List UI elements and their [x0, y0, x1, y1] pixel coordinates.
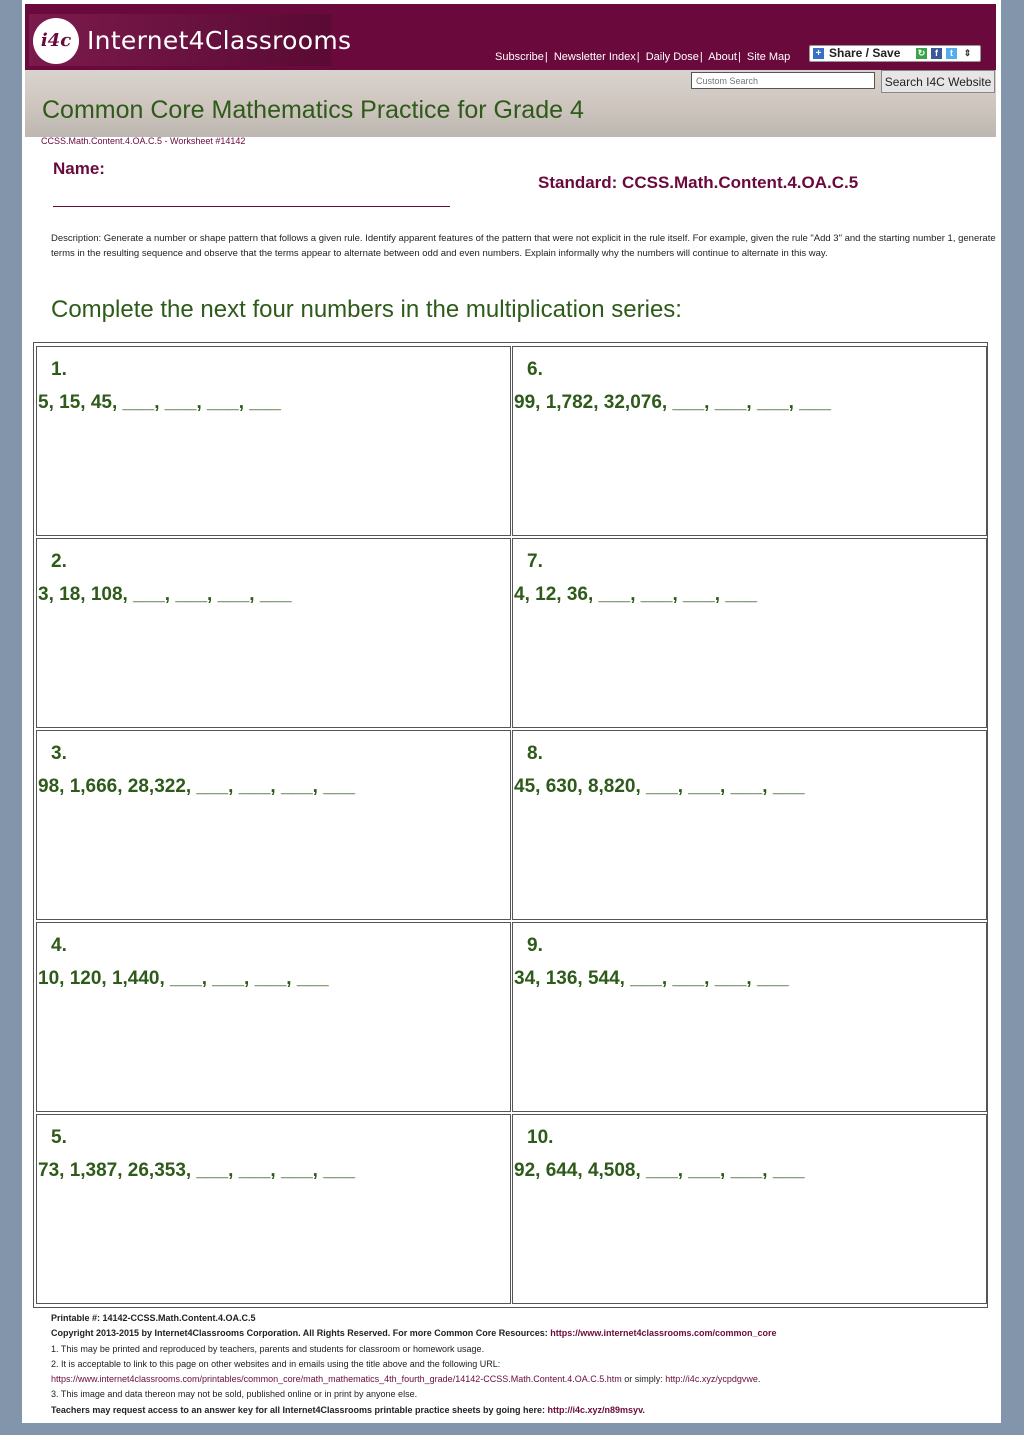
twitter-icon: t [946, 48, 957, 59]
problem-grid [33, 342, 988, 1308]
search-input[interactable] [691, 72, 875, 89]
problem-number: 4. [51, 935, 67, 956]
problem-cell-9 [512, 922, 987, 1112]
problem-number: 1. [51, 359, 67, 380]
common-core-link[interactable]: https://www.internet4classrooms.com/common_core [550, 1328, 777, 1339]
problem-cell-4 [36, 922, 511, 1112]
problem-cell-5 [36, 1114, 511, 1304]
note-1: 1. This may be printed and reproduced by teachers, parents and students for classroom or homework usage. [51, 1343, 485, 1354]
problem-sequence: 98, 1,666, 28,322, ___, ___, ___, ___ [38, 776, 355, 797]
description: Description: Generate a number or shape pattern that follows a given rule. Identify apparent features of the pattern that were not explicit in the rule itself. For example, given the rule "Add 3" and the starting number 1, generate terms in the resulting sequence and observe that the terms appear to alternate between odd and even numbers. Explain informally why the numbers will continue to alternate in this way. [51, 233, 996, 259]
short-url-link[interactable]: http://i4c.xyz/ycpdgvwe [665, 1374, 758, 1385]
site-logo[interactable] [29, 14, 352, 66]
nav-daily-dose[interactable]: Daily Dose [645, 51, 699, 63]
page-title: Common Core Mathematics Practice for Grade 4 [42, 96, 584, 124]
problem-cell-3 [36, 730, 511, 920]
problem-cell-2 [36, 538, 511, 728]
logo-text: Internet4Classrooms [87, 26, 352, 55]
problem-cell-1 [36, 346, 511, 536]
printable-number: Printable #: 14142-CCSS.Math.Content.4.OA.C.5 [51, 1313, 256, 1323]
problem-number: 7. [527, 551, 543, 572]
problem-sequence: 45, 630, 8,820, ___, ___, ___, ___ [514, 776, 805, 797]
nav-subscribe[interactable]: Subscribe [495, 51, 544, 63]
problem-sequence: 34, 136, 544, ___, ___, ___, ___ [514, 968, 789, 989]
share-label: Share / Save [829, 46, 901, 60]
problem-sequence: 73, 1,387, 26,353, ___, ___, ___, ___ [38, 1160, 355, 1181]
problem-cell-7 [512, 538, 987, 728]
url-line: https://www.internet4classrooms.com/printables/common_core/math_mathematics_4th_fourth_grade/14142-CCSS.Math.Content.4.OA.C.5.htm or simply: http://i4c.xyz/ycpdgvwe. [51, 1374, 761, 1385]
title-banner [25, 70, 996, 137]
problem-number: 3. [51, 743, 67, 764]
worksheet-page [22, 0, 1001, 1423]
footer [51, 1311, 777, 1418]
note-3: 3. This image and data thereon may not be sold, published online or in print by anyone else. [51, 1389, 418, 1400]
copyright: Copyright 2013-2015 by Internet4Classrooms Corporation. All Rights Reserved. For more Common Core Resources: https://www.internet4classrooms.com/common_core [51, 1328, 777, 1339]
instruction: Complete the next four numbers in the multiplication series: [51, 296, 682, 323]
standard-label: Standard: CCSS.Math.Content.4.OA.C.5 [538, 173, 859, 192]
problem-sequence: 5, 15, 45, ___, ___, ___, ___ [38, 392, 281, 413]
problem-number: 9. [527, 935, 543, 956]
problem-number: 6. [527, 359, 543, 380]
problem-cell-10 [512, 1114, 987, 1304]
problem-sequence: 99, 1,782, 32,076, ___, ___, ___, ___ [514, 392, 831, 413]
problem-sequence: 10, 120, 1,440, ___, ___, ___, ___ [38, 968, 329, 989]
nav-about[interactable]: About [708, 51, 737, 63]
nav-site-map[interactable]: Site Map [746, 51, 791, 63]
problem-sequence: 3, 18, 108, ___, ___, ___, ___ [38, 584, 292, 605]
name-blank-line [53, 206, 450, 207]
answer-key-link[interactable]: http://i4c.xyz/n89msyv [547, 1404, 643, 1415]
name-label: Name: [53, 159, 105, 178]
answer-key-note: Teachers may request access to an answer key for all Internet4Classrooms printable practice sheets by going here: http://i4c.xyz/n89msyv. [51, 1404, 645, 1415]
refresh-icon: ↻ [917, 48, 926, 58]
problem-sequence: 92, 644, 4,508, ___, ___, ___, ___ [514, 1160, 805, 1181]
breadcrumb: CCSS.Math.Content.4.OA.C.5 - Worksheet #14142 [41, 136, 246, 146]
problem-sequence: 4, 12, 36, ___, ___, ___, ___ [514, 584, 757, 605]
problem-number: 2. [51, 551, 67, 572]
problem-number: 5. [51, 1127, 67, 1148]
facebook-icon: f [931, 48, 942, 59]
note-2: 2. It is acceptable to link to this page on other websites and in emails using the title above and the following URL: [51, 1358, 501, 1369]
site-header [25, 4, 996, 70]
nav-newsletter-index[interactable]: Newsletter Index [553, 51, 636, 63]
problem-number: 8. [527, 743, 543, 764]
problem-cell-8 [512, 730, 987, 920]
top-nav: Subscribe| Newsletter Index| Daily Dose| About| Site Map [495, 51, 791, 63]
logo-mark: i4c [33, 18, 79, 64]
search-button[interactable]: Search I4C Website [881, 70, 995, 93]
problem-cell-6 [512, 346, 987, 536]
long-url-link[interactable]: https://www.internet4classrooms.com/printables/common_core/math_mathematics_4th_fourth_grade/14142-CCSS.Math.Content.4.OA.C.5.htm [51, 1374, 622, 1385]
problem-number: 10. [527, 1127, 554, 1148]
chevron-updown-icon: ⇕ [963, 48, 972, 58]
share-save-button[interactable] [809, 45, 981, 62]
share-plus-icon: + [813, 48, 824, 59]
